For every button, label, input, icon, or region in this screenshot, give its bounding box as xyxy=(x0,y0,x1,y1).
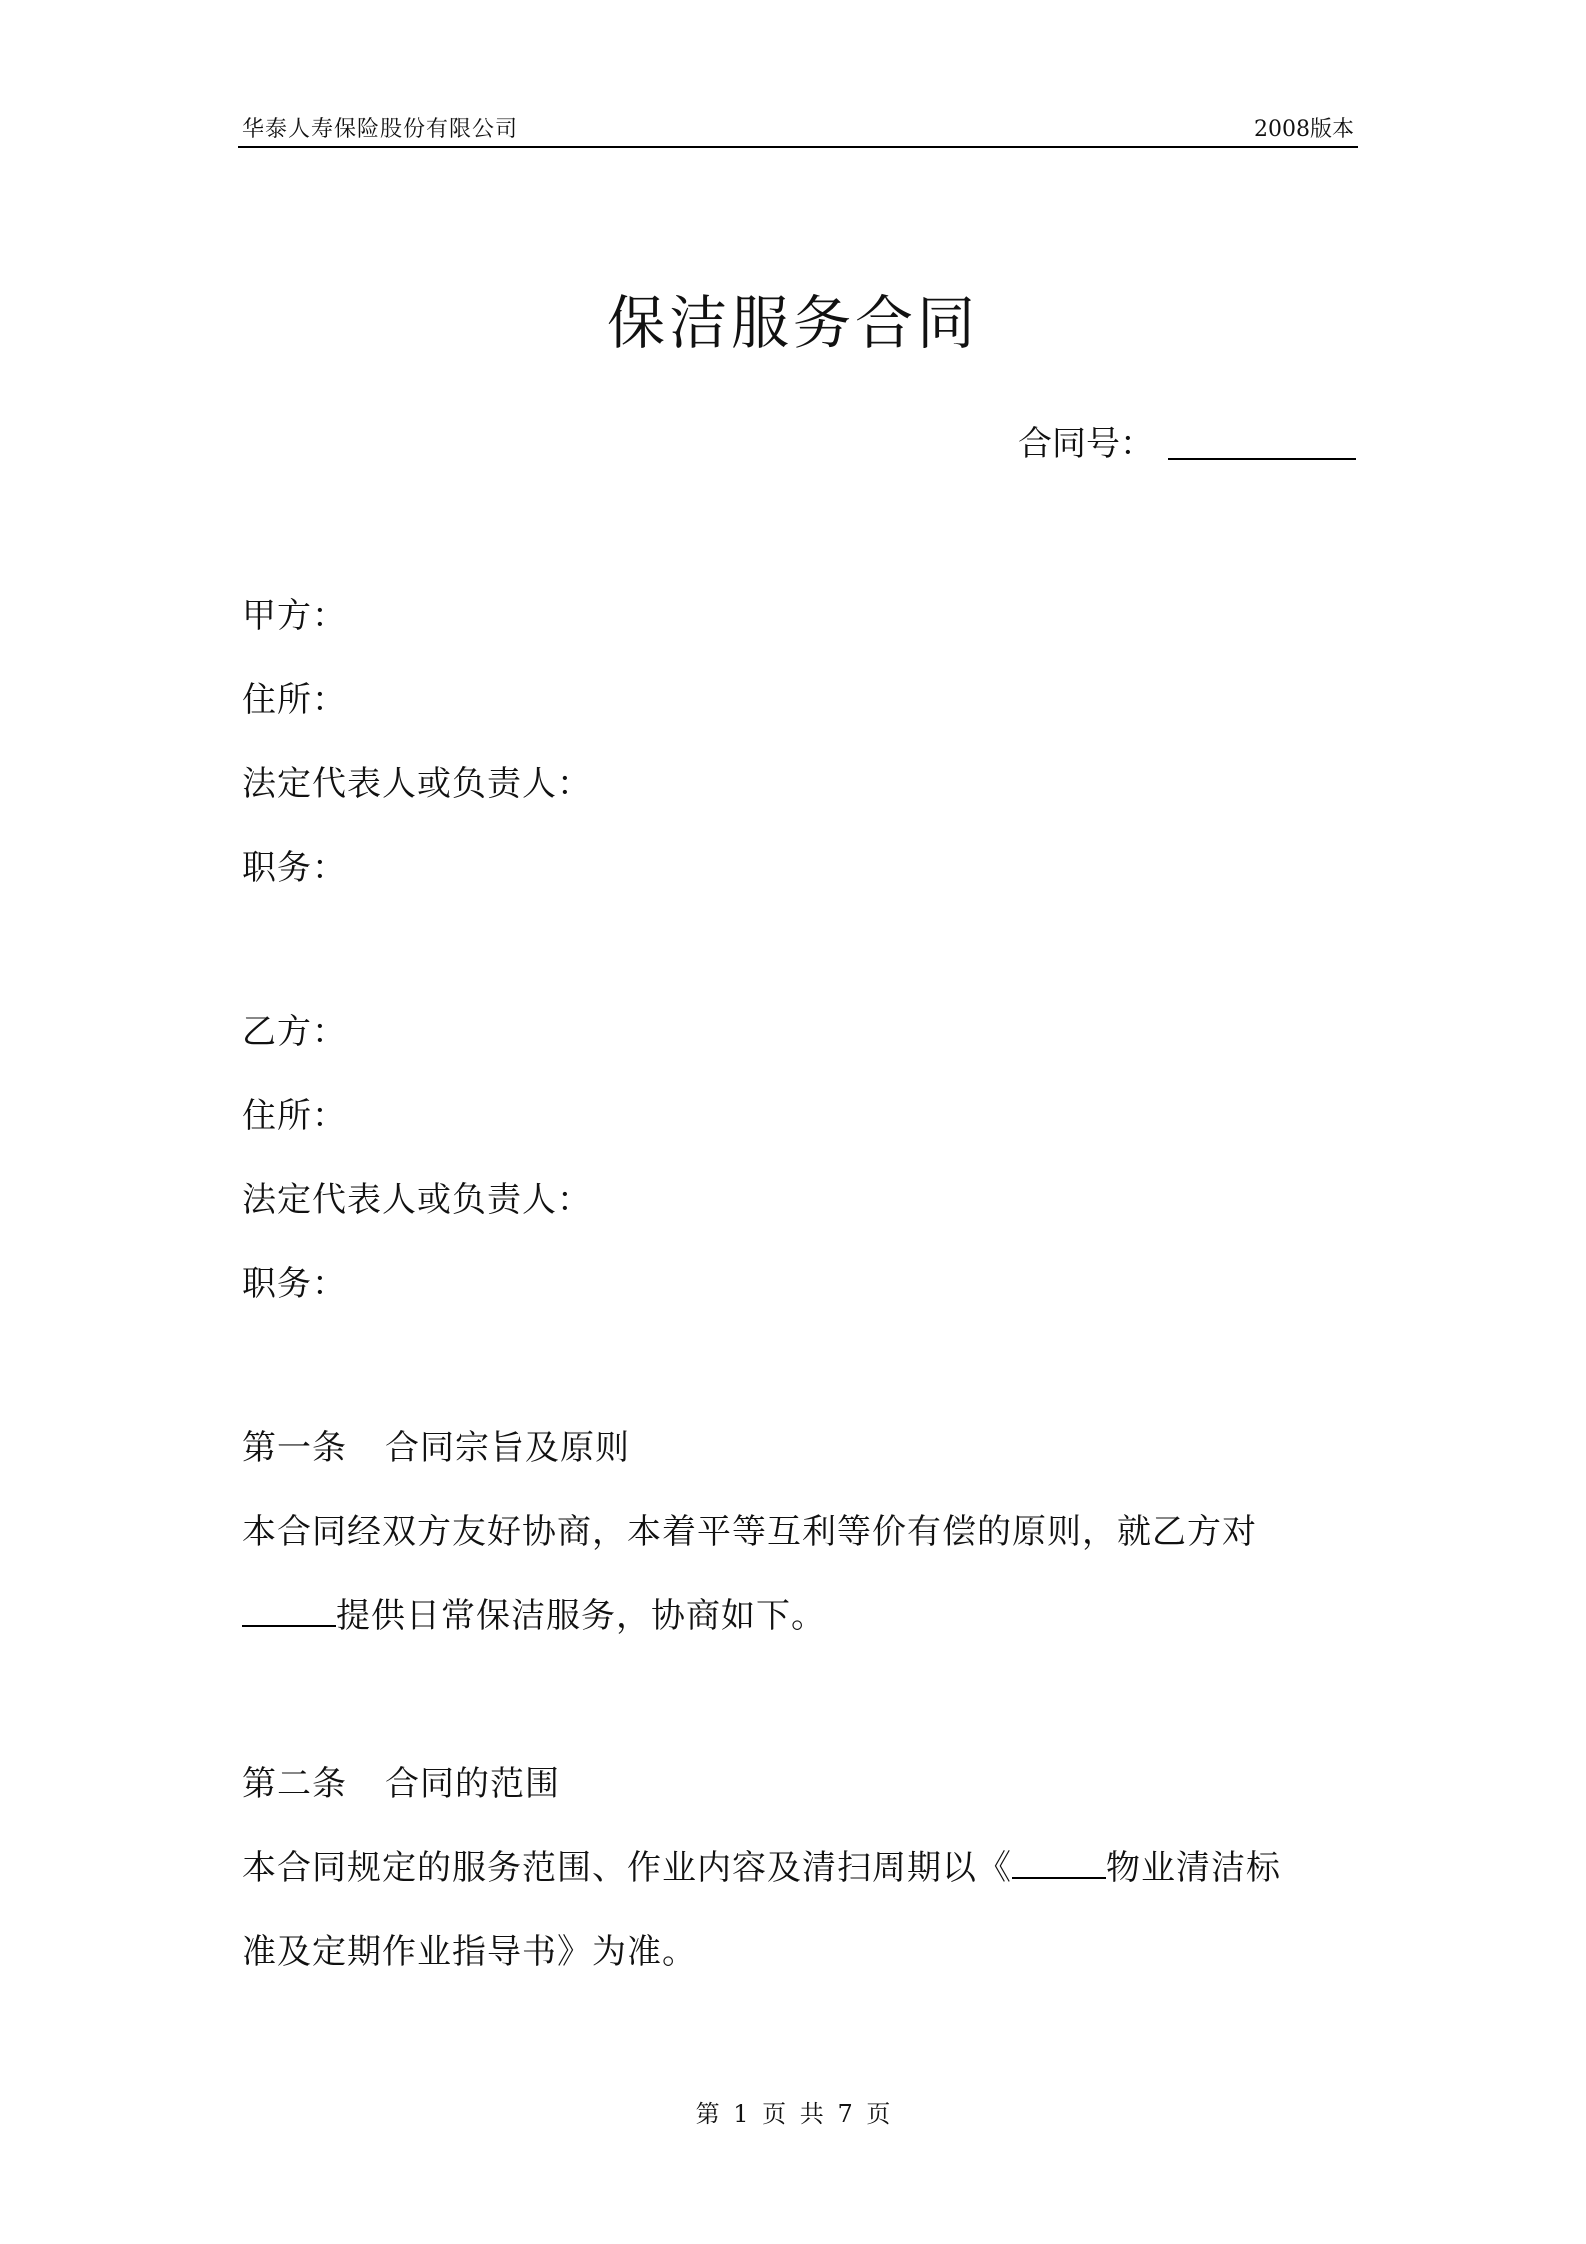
contract-number-label: 合同号： xyxy=(1018,424,1154,464)
page-header xyxy=(238,108,1358,148)
party-b-representative-label: 法定代表人或负责人： xyxy=(242,1180,592,1220)
article-1-blank[interactable] xyxy=(242,1591,336,1627)
party-b-name-label: 乙方： xyxy=(242,1012,347,1052)
party-a-name-label: 甲方： xyxy=(242,596,347,636)
article-2-number: 第二条 xyxy=(242,1764,347,1804)
version-label: 2008版本 xyxy=(1254,117,1354,142)
article-2-text-line-2: 准及定期作业指导书》为准。 xyxy=(242,1932,697,1972)
article-1-title xyxy=(242,1420,630,1469)
article-2-blank[interactable] xyxy=(1012,1843,1106,1879)
company-name: 华泰人寿保险股份有限公司 xyxy=(242,117,519,142)
article-1-text-line-2 xyxy=(242,1588,826,1637)
article-2-title xyxy=(242,1756,560,1805)
party-b-address-label: 住所： xyxy=(242,1096,347,1136)
article-1-text-line-1: 本合同经双方友好协商，本着平等互利等价有偿的原则，就乙方对 xyxy=(242,1512,1257,1552)
contract-number-blank[interactable] xyxy=(1168,458,1356,460)
page-number: 第 1 页 共 7 页 xyxy=(695,2100,891,2128)
article-1-heading: 合同宗旨及原则 xyxy=(385,1428,630,1468)
article-1-line-2-text: 提供日常保洁服务，协商如下。 xyxy=(336,1596,826,1636)
article-2-heading: 合同的范围 xyxy=(385,1764,560,1804)
article-2-line-1-text-before: 本合同规定的服务范围、作业内容及清扫周期以《 xyxy=(242,1848,1012,1888)
article-2-text-line-1 xyxy=(242,1840,1281,1889)
document-title: 保洁服务合同 xyxy=(606,289,979,357)
article-1-number: 第一条 xyxy=(242,1428,347,1468)
article-2-line-1-text-after: 物业清洁标 xyxy=(1106,1848,1281,1888)
party-b-position-label: 职务： xyxy=(242,1264,347,1304)
party-a-address-label: 住所： xyxy=(242,680,347,720)
party-a-representative-label: 法定代表人或负责人： xyxy=(242,764,592,804)
party-a-position-label: 职务： xyxy=(242,848,347,888)
